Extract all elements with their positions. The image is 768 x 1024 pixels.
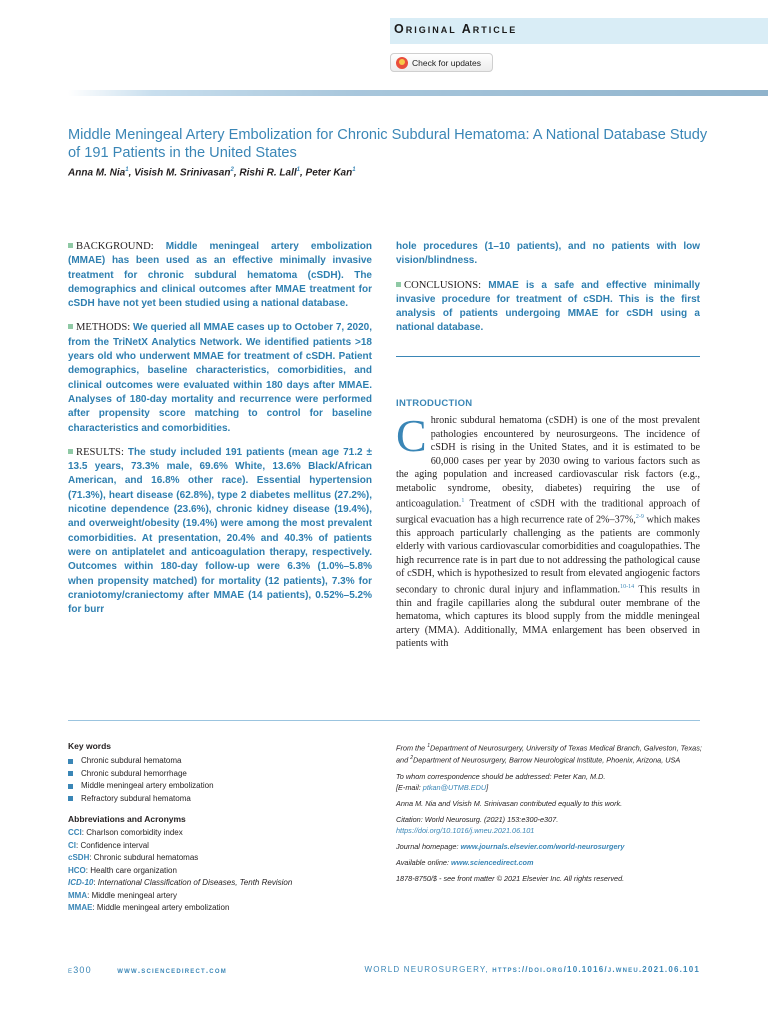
abbreviation-key: MMA	[68, 890, 88, 900]
bullet-square-icon	[68, 759, 73, 764]
correspondence	[396, 771, 706, 793]
citation-ref[interactable]: 2-9	[635, 513, 644, 520]
intro-text: Treatment of cSDH with the traditional approach of surgical evacuation has a high recurrence rate of 2%–37%,	[396, 498, 700, 526]
abbreviation-value: Middle meningeal artery	[91, 890, 177, 900]
abbreviation-item: MMA: Middle meningeal artery	[68, 890, 177, 900]
abbreviation-item: MMAE: Middle meningeal artery embolization	[68, 903, 230, 912]
abbreviation-value: Health care organization	[90, 865, 177, 875]
abbreviation-value: International Classification of Diseases, Tenth Revision	[97, 878, 293, 887]
author-affiliation: 2	[230, 167, 234, 173]
abbreviation-key: ICD-10	[68, 878, 94, 887]
keyword-item	[68, 780, 214, 793]
email-link[interactable]: ptkan@UTMB.EDU	[422, 782, 487, 792]
email-suffix: ]	[486, 782, 489, 792]
citation-ref[interactable]: 1	[461, 498, 465, 504]
abbreviation-value: Confidence interval	[80, 840, 149, 850]
footer-journal: WORLD NEUROSURGERY,	[364, 965, 489, 974]
author-name: Rishi R. Lall	[239, 167, 297, 179]
abbreviations-title: Abbreviations and Acronyms	[68, 814, 186, 824]
background-text: Middle meningeal artery embolization (MMAE) has been used as an effective minimally invasive treatment for chronic subdural hematoma (cSDH). The demographics and clinical outcomes after MMAE treatment for cSDH have not yet been studied using a national database.	[68, 241, 373, 310]
affiliation-prefix: From the	[396, 743, 428, 753]
bullet-square-icon	[68, 449, 73, 454]
crossmark-icon	[396, 57, 408, 69]
footer-site-link[interactable]: www.sciencedirect.com	[117, 966, 227, 975]
equal-contribution: Anna M. Nia and Visish M. Srinivasan contributed equally to this work.	[396, 798, 623, 808]
homepage-prefix: Journal homepage:	[396, 841, 461, 851]
conclusions-label: CONCLUSIONS:	[404, 279, 482, 291]
author-affiliation: 1	[352, 167, 356, 173]
abbreviation-item: CI: Confidence interval	[68, 840, 149, 850]
abstract-left-column	[68, 240, 372, 627]
author-list: Anna M. Nia$^1$, Visish M. Srinivasan$^2$, Rishi R. Lall$^1$, Peter Kan$^1$	[68, 167, 356, 179]
results-continued: hole procedures (1–10 patients), and no patients with low vision/blindness.	[396, 241, 700, 267]
available-prefix: Available online:	[396, 857, 452, 867]
page-footer	[68, 965, 700, 975]
abbreviation-key: cSDH	[68, 853, 90, 862]
keyword-text: Chronic subdural hematoma	[81, 756, 182, 765]
article-meta	[396, 741, 706, 889]
abstract-conclusions	[396, 279, 700, 336]
introduction-heading: INTRODUCTION	[396, 398, 473, 409]
abstract-right-column	[396, 240, 700, 346]
homepage-link[interactable]: www.journals.elsevier.com/world-neurosurgery	[460, 841, 625, 851]
affiliation-text: Department of Neurosurgery, University of Texas Medical Branch, Galveston, Texas; and	[396, 743, 702, 765]
affiliation-number: 2	[410, 755, 413, 762]
keyword-item	[68, 755, 214, 768]
footer-right	[365, 965, 700, 975]
abbreviation-key: HCO	[68, 865, 86, 875]
bullet-square-icon	[68, 784, 73, 789]
keywords-title: Key words	[68, 741, 111, 751]
methods-text: We queried all MMAE cases up to October 7, 2020, from the TriNetX Analytics Network. We identified patients >18 years old who underwent MMAE for treatment of cSDH. Patient demographics, baseline characteristics, comorbidities, and clinical outcomes were evaluated within 180 days after MMAE. Analyses of 180-day mortality and recurrence were performed after propensity score matching to control for baseline characteristics and comorbidities.	[68, 322, 373, 434]
keyword-text: Refractory subdural hematoma	[81, 793, 191, 803]
drop-cap: C	[396, 410, 427, 461]
email-prefix: [E-mail:	[396, 782, 423, 792]
sciencedirect-link[interactable]: www.sciencedirect.com	[451, 857, 534, 867]
header-rule	[68, 90, 768, 96]
abbreviation-key: MMAE	[68, 903, 93, 912]
keywords-list	[68, 755, 214, 805]
citation-ref[interactable]: 10-14	[620, 583, 635, 590]
abbreviation-value: Chronic subdural hematomas	[93, 853, 199, 862]
citation-text: Citation: World Neurosurg. (2021) 153:e300-e307.	[396, 814, 559, 824]
citation	[396, 814, 706, 836]
results-label: RESULTS:	[76, 446, 124, 458]
affiliations	[396, 741, 706, 766]
bullet-square-icon	[68, 243, 73, 248]
background-label: BACKGROUND:	[76, 241, 154, 252]
abbreviation-key: CI	[68, 840, 76, 850]
abstract-methods	[68, 321, 372, 435]
introduction-body	[396, 410, 700, 651]
results-text: The study included 191 patients (mean age 71.2 ± 13.5 years, 73.3% male, 69.6% White, 13.6% Black/African American, and 16.8% other race). Essential hypertension (71.3%), heart disease (62.8%), type 2 diabetes mellitus (27.2%), nicotine dependence (23.6%), chronic kidney disease (19.4%), and overweight/obesity (19.4%) were among the most prevalent comorbidities. At presentation, 20.4% and 40.3% of patients were on antiplatelet and anticoagulation therapy, respectively. Outcomes within 180-day follow-up were 6.3% (1.0%–5.8% when propensity matched) for mortality (12 patients), 7.3% for craniotomy/craniectomy after MMAE (14 patients), 0.52%–5.2% for burr	[68, 446, 373, 616]
abbreviation-value: Middle meningeal artery embolization	[96, 903, 230, 912]
intro-text: This results in thin and fragile capillaries along the subdural outer membrane of the hematoma, which captures its blood supply from the middle meningeal artery (MMA). Additionally, MMA enlargement has been observed in patients with	[396, 584, 700, 650]
methods-label: METHODS:	[76, 322, 131, 334]
abbreviation-item: cSDH: Chronic subdural hematomas	[68, 853, 199, 862]
article-title: Middle Meningeal Artery Embolization for Chronic Subdural Hematoma: A National Database Study of 191 Patients in the United States	[68, 127, 708, 161]
abbreviation-item: CCI: Charlson comorbidity index	[68, 828, 183, 837]
footnote-rule	[68, 720, 700, 721]
author-affiliation: 1	[125, 167, 129, 173]
bullet-square-icon	[68, 771, 73, 776]
author-name: Peter Kan	[305, 167, 353, 179]
bullet-square-icon	[396, 282, 401, 287]
author-name: Anna M. Nia	[68, 167, 126, 179]
footer-left	[68, 965, 227, 975]
abbreviation-key: CCI	[68, 828, 82, 837]
keyword-text: Chronic subdural hemorrhage	[81, 768, 187, 778]
copyright: 1878-8750/$ - see front matter © 2021 Elsevier Inc. All rights reserved.	[396, 873, 625, 883]
author-affiliation: 1	[296, 167, 300, 173]
keyword-item	[68, 793, 214, 806]
bullet-square-icon	[68, 796, 73, 801]
available-online	[396, 857, 706, 868]
page-number: e300	[68, 965, 92, 975]
abstract-background	[68, 240, 372, 311]
abbreviation-item: HCO: Health care organization	[68, 865, 177, 875]
bullet-square-icon	[68, 324, 73, 329]
abstract-end-rule	[396, 356, 700, 357]
doi-link[interactable]: https://doi.org/10.1016/j.wneu.2021.06.101	[396, 825, 535, 835]
check-for-updates-button[interactable]	[390, 53, 493, 72]
correspondence-text: To whom correspondence should be addressed: Peter Kan, M.D.	[396, 771, 606, 781]
keyword-item	[68, 768, 214, 781]
affiliation-number: 1	[427, 743, 431, 749]
intro-text: hronic subdural hematoma (cSDH) is one of the most prevalent pathologies encountered by neurosurgeons. The incidence of cSDH is rising in the United States, and it is estimated to be 60,000 cases per year by 2030 owing to various factors such as the aging population and increased cardiovascular risk factors (e.g., metabolic syndrome, obesity, diabetes) requiring the use of anticoagulation.	[396, 415, 700, 510]
abstract-results	[68, 446, 372, 618]
journal-homepage	[396, 841, 706, 852]
intro-text: which makes this approach particularly challenging as the patients are commonly elderly with various cardiovascular comorbidities and coagulopathies. The high recurrence rate is in part due to not addressing the pathological cause of cSDH, which is hypothesized to result from elevated angiogenic factors secondary to chronic dural injury and inflammation.	[396, 514, 700, 596]
section-label: Original Article	[394, 22, 518, 36]
abbreviations-list	[68, 827, 292, 915]
author-name: Visish M. Srinivasan	[134, 167, 231, 179]
conclusions-text: MMAE is a safe and effective minimally invasive procedure for treatment of cSDH. This is the first analysis of patients undergoing MMAE for cSDH using a national database.	[396, 279, 701, 334]
keyword-text: Middle meningeal artery embolization	[81, 781, 214, 790]
abbreviation-item: ICD-10: International Classification of Diseases, Tenth Revision	[68, 878, 293, 887]
affiliation-text: Department of Neurosurgery, Barrow Neurological Institute, Phoenix, Arizona, USA	[412, 755, 681, 765]
check-for-updates-label: Check for updates	[412, 57, 481, 68]
abbreviation-value: Charlson comorbidity index	[86, 828, 183, 837]
footer-doi-link[interactable]: https://doi.org/10.1016/j.wneu.2021.06.101	[492, 965, 700, 974]
